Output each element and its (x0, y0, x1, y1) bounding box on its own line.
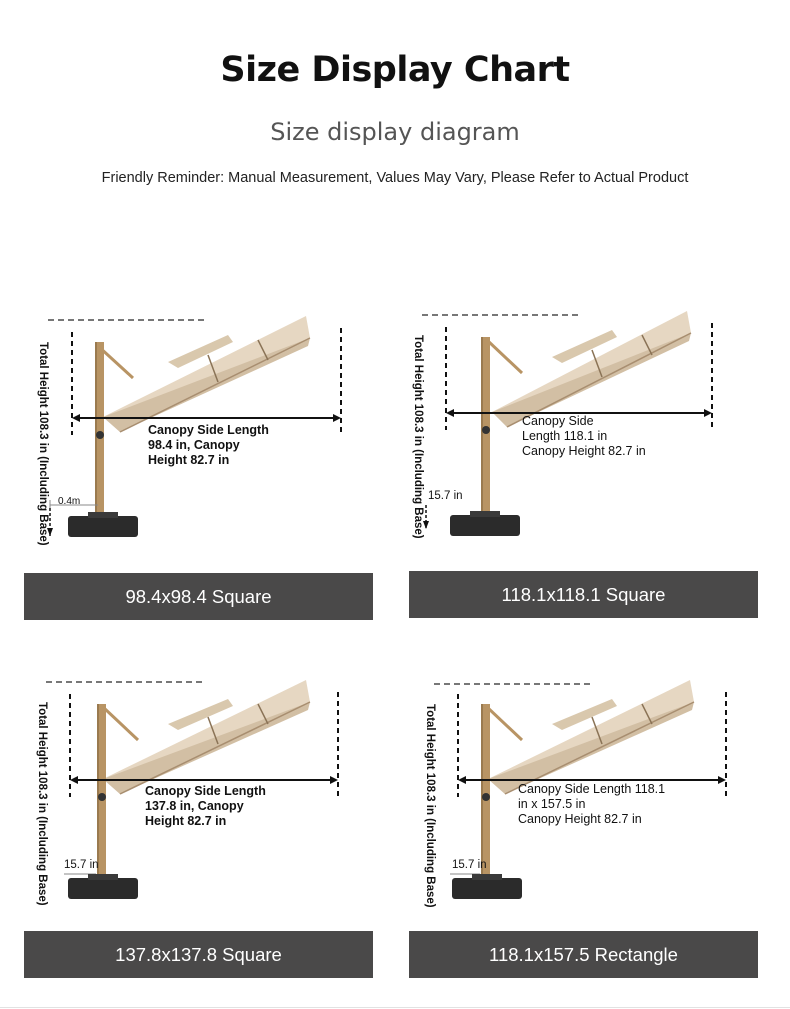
size-caption-2: 118.1x118.1 Square (409, 571, 758, 618)
total-height-label: Total Height 108.3 in (Including Base) (37, 342, 49, 546)
total-height-label: Total Height 108.3 in (Including Base) (36, 702, 48, 906)
page-subtitle: Size display diagram (270, 118, 520, 146)
canopy-dimension-label: Canopy Side Length 118.1 in Canopy Height 82.7 in (522, 414, 646, 458)
base-offset-label: 15.7 in (452, 859, 487, 871)
total-height-label: Total Height 108.3 in (Including Base) (412, 335, 424, 539)
size-caption-4: 118.1x157.5 Rectangle (409, 931, 758, 978)
size-panel-3 (28, 672, 388, 912)
size-caption-3: 137.8x137.8 Square (24, 931, 373, 978)
base-offset-label: 0.4m (58, 496, 81, 507)
page-title: Size Display Chart (220, 50, 570, 90)
base-offset-label: 15.7 in (64, 859, 99, 871)
canopy-dimension-label: Canopy Side Length 137.8 in, Canopy Height 82.7 in (145, 784, 266, 828)
size-panel-2 (402, 305, 762, 545)
canopy-dimension-label: Canopy Side Length 118.1 in x 157.5 in Canopy Height 82.7 in (518, 782, 666, 826)
reminder-text: Friendly Reminder: Manual Measurement, Values May Vary, Please Refer to Actual Product (101, 170, 689, 186)
base-offset-label: 15.7 in (428, 490, 463, 502)
size-panel-4 (410, 672, 770, 912)
size-panel-1 (28, 310, 388, 550)
bottom-divider (0, 1007, 790, 1008)
canopy-dimension-label: Canopy Side Length 98.4 in, Canopy Height 82.7 in (148, 423, 269, 467)
size-caption-1: 98.4x98.4 Square (24, 573, 373, 620)
total-height-label: Total Height 108.3 in (Including Base) (424, 704, 436, 908)
